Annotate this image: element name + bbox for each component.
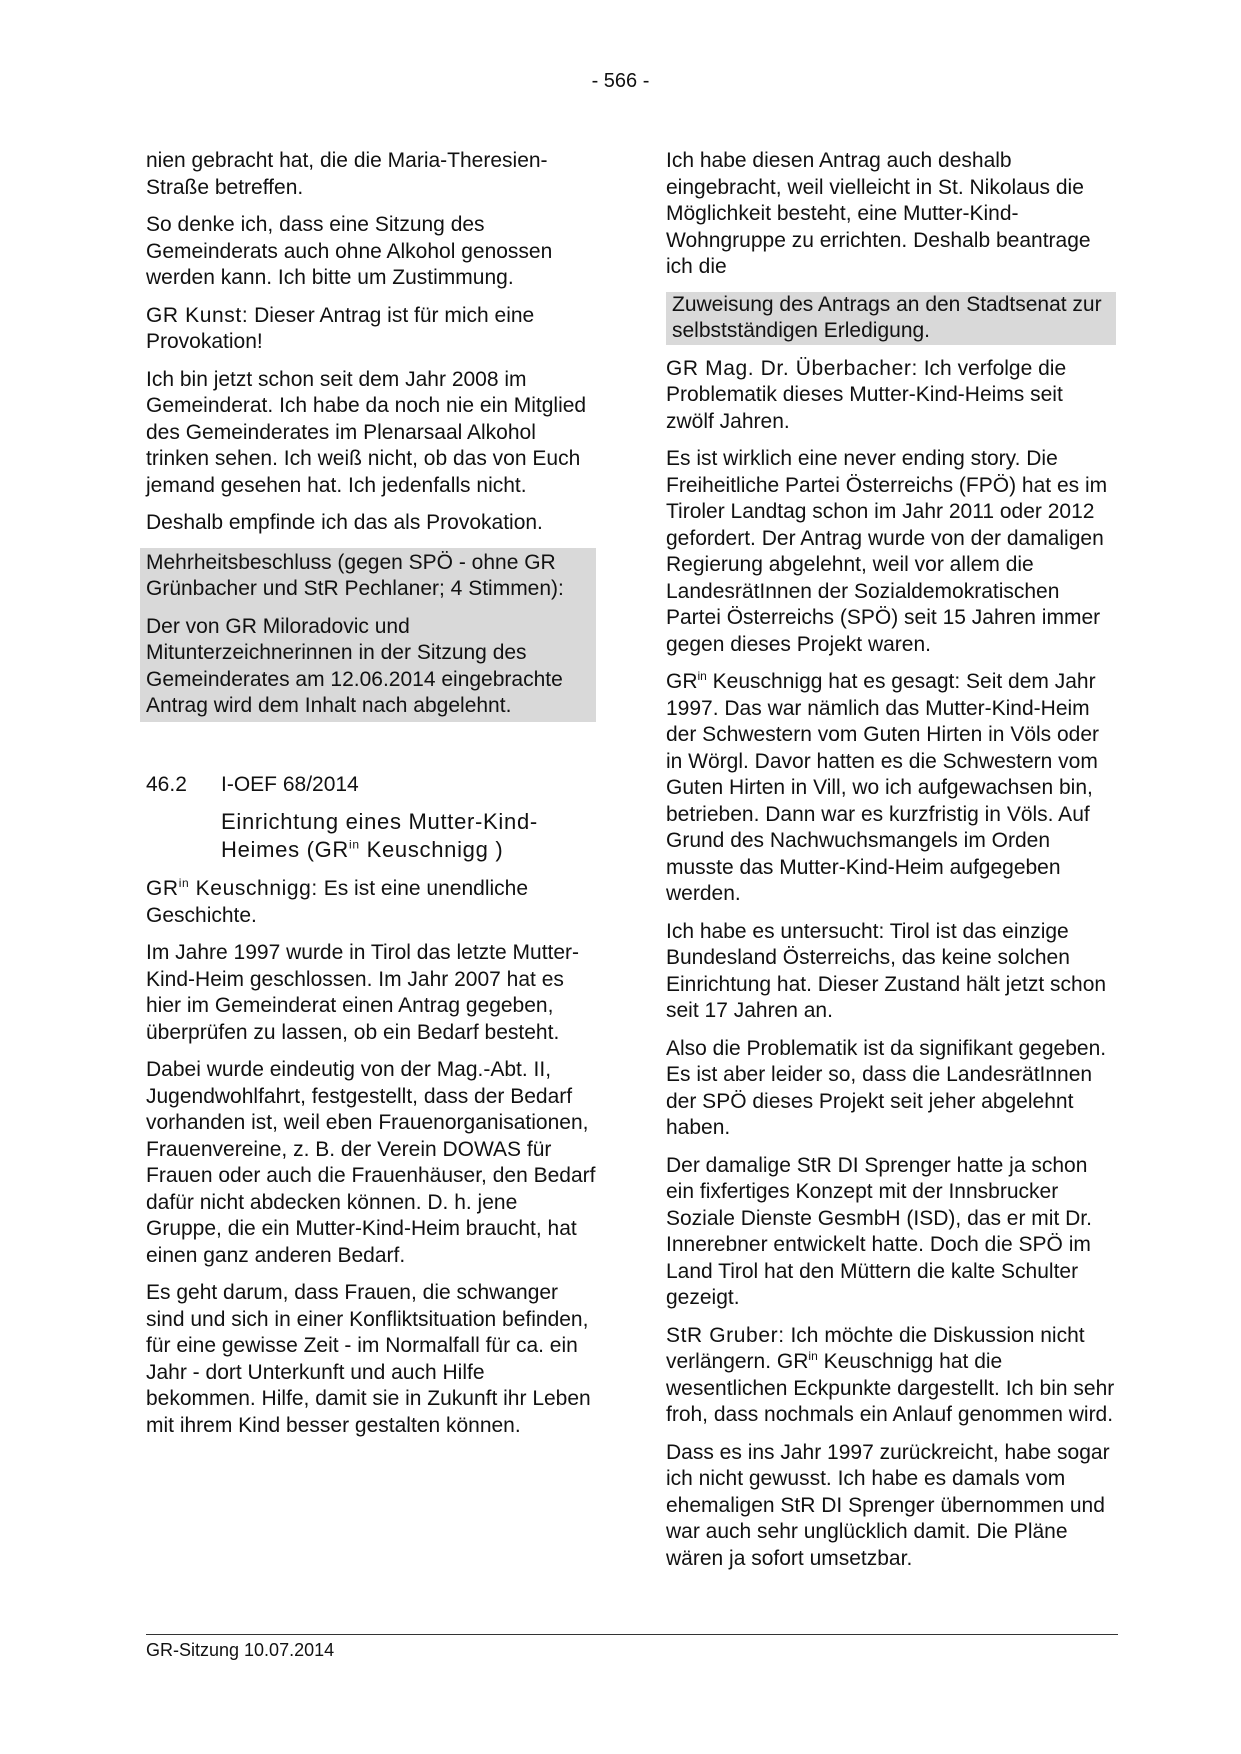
paragraph: Ich habe es untersucht: Tirol ist das einzige Bundesland Österreichs, das keine solchen Einrichtung hat. Dieser Zustand hält jetzt schon seit 17 Jahren an. bbox=[666, 919, 1107, 1022]
paragraph: Im Jahre 1997 wurde in Tirol das letzte Mutter-Kind-Heim geschlossen. Im Jahr 2007 hat es hier im Gemeinderat einen Antrag gegeben, überprüfen zu lassen, ob ein Bedarf besteht. bbox=[146, 941, 580, 1044]
right-column bbox=[666, 148, 1116, 1583]
paragraph: $GR^{in}$ Keuschnigg hat es gesagt: Seit dem Jahr 1997. Das war nämlich das Mutter-Kind-Heim der Schwestern vom Guten Hirten in Völs oder in Wörgl. Davor hatten es die Schwestern vom Guten Hirten in Vill, wo ich aufgewachsen bin, betrieben. Dann war es kurzfristig in Völs. Auf Grund des Nachwuchsmangels im Orden musste das Mutter-Kind-Heim aufgegeben werden. bbox=[666, 669, 1100, 905]
paragraph: Es ist wirklich eine never ending story. Die Freiheitliche Partei Österreichs (FPÖ) hat es im Tiroler Landtag schon im Jahr 2011 oder 2012 gefordert. Der Antrag wurde von der damaligen Regierung abgelehnt, weil vor allem die LandesrätInnen der Sozialdemokratischen Partei Österreichs (SPÖ) seit 15 Jahren immer gegen dieses Projekt waren. bbox=[666, 447, 1108, 656]
paragraph bbox=[146, 876, 596, 929]
paragraph: So denke ich, dass eine Sitzung des Gemeinderats auch ohne Alkohol genossen werden kann. Ich bitte um Zustimmung. bbox=[146, 213, 553, 289]
resolution-vote: Mehrheitsbeschluss (gegen SPÖ - ohne GR Grünbacher und StR Pechlaner; 4 Stimmen): bbox=[146, 550, 564, 600]
agenda-code: I-OEF 68/2014 bbox=[221, 772, 359, 796]
speech-text: Dieser Antrag ist für mich eine Provokation! bbox=[146, 303, 535, 353]
motion-box: Zuweisung des Antrags an den Stadtsenat zur selbstständigen Erledigung. bbox=[666, 292, 1116, 345]
paragraph: Ich habe diesen Antrag auch deshalb eingebracht, weil vielleicht in St. Nikolaus die Möglichkeit besteht, eine Mutter-Kind-Wohngruppe zu errichten. Deshalb beantrage ich die bbox=[666, 149, 1091, 278]
agenda-title: Einrichtung eines Mutter-Kind-Heimes ($GR^{in}$ Keuschnigg ) bbox=[221, 809, 538, 862]
paragraph: Deshalb empfinde ich das als Provokation. bbox=[146, 511, 543, 534]
agenda-number: 46.2 bbox=[146, 772, 187, 796]
paragraph: Also die Problematik ist da signifikant gegeben. Es ist aber leider so, dass die LandesrätInnen der SPÖ dieses Projekt seit jeher abgelehnt haben. bbox=[666, 1036, 1107, 1139]
paragraph bbox=[666, 356, 1116, 436]
page-number: - 566 - bbox=[591, 70, 650, 92]
speaker-name: StR Gruber: bbox=[666, 1323, 785, 1347]
footer-text: GR-Sitzung 10.07.2014 bbox=[146, 1640, 335, 1660]
agenda-item bbox=[146, 772, 596, 865]
speaker-name: GR Kunst: bbox=[146, 303, 249, 327]
resolution-text: Der von GR Miloradovic und Mitunterzeichnerinnen in der Sitzung des Gemeinderates am 12.06.2014 eingebrachte Antrag wird dem Inhalt nach abgelehnt. bbox=[146, 614, 563, 717]
speech-text: Es ist eine unendliche Geschichte. bbox=[146, 877, 529, 927]
speaker-name: $GR^{in}$ Keuschnigg: bbox=[146, 876, 318, 900]
paragraph: Dabei wurde eindeutig von der Mag.-Abt. II, Jugendwohlfahrt, festgestellt, dass der Bedarf vorhanden ist, weil eben Frauenorganisationen, Frauenvereine, z. B. der Verein DOWAS für Frauen oder auch die Frauenhäuser, den Bedarf dafür nicht abdecken können. D. h. jene Gruppe, die ein Mutter-Kind-Heim braucht, hat einen ganz anderen Bedarf. bbox=[146, 1058, 596, 1267]
paragraph: Ich bin jetzt schon seit dem Jahr 2008 im Gemeinderat. Ich habe da noch nie ein Mitglied des Gemeinderates im Plenarsaal Alkohol trinken sehen. Ich weiß nicht, ob das von Euch jemand gesehen hat. Ich jedenfalls nicht. bbox=[146, 367, 587, 497]
left-column bbox=[146, 148, 596, 1450]
paragraph: Der damalige StR DI Sprenger hatte ja schon ein fixfertiges Konzept mit der Innsbrucker Soziale Dienste GesmbH (ISD), das er mit Dr. Innerebner entwickelt hatte. Doch die SPÖ im Land Tirol hat den Müttern die kalte Schulter gezeigt. bbox=[666, 1153, 1092, 1309]
speech-text: Ich verfolge die Problematik dieses Mutter-Kind-Heims seit zwölf Jahren. bbox=[666, 356, 1067, 433]
paragraph: nien gebracht hat, die die Maria-Theresien-Straße betreffen. bbox=[146, 149, 548, 199]
resolution-box bbox=[140, 548, 596, 722]
paragraph: Es geht darum, dass Frauen, die schwanger sind und sich in einer Konfliktsituation befinden, für eine gewisse Zeit - im Normalfall für ca. ein Jahr - dort Unterkunft und auch Hilfe bekommen. Hilfe, damit sie in Zukunft ihr Leben mit ihrem Kind besser gestalten können. bbox=[146, 1281, 591, 1437]
paragraph: Dass es ins Jahr 1997 zurückreicht, habe sogar ich nicht gewusst. Ich habe es damals vom ehemaligen StR DI Sprenger übernommen und war auch sehr unglücklich damit. Die Pläne wären ja sofort umsetzbar. bbox=[666, 1440, 1110, 1570]
footer-divider bbox=[146, 1634, 1118, 1635]
paragraph bbox=[146, 303, 596, 356]
paragraph: StR Gruber: Ich möchte die Diskussion nicht verlängern. $GR^{in}$ Keuschnigg hat die wesentlichen Eckpunkte dargestellt. Ich bin sehr froh, dass nochmals ein Anlauf genommen wird. bbox=[666, 1323, 1115, 1426]
speaker-name: GR Mag. Dr. Überbacher: bbox=[666, 356, 918, 380]
